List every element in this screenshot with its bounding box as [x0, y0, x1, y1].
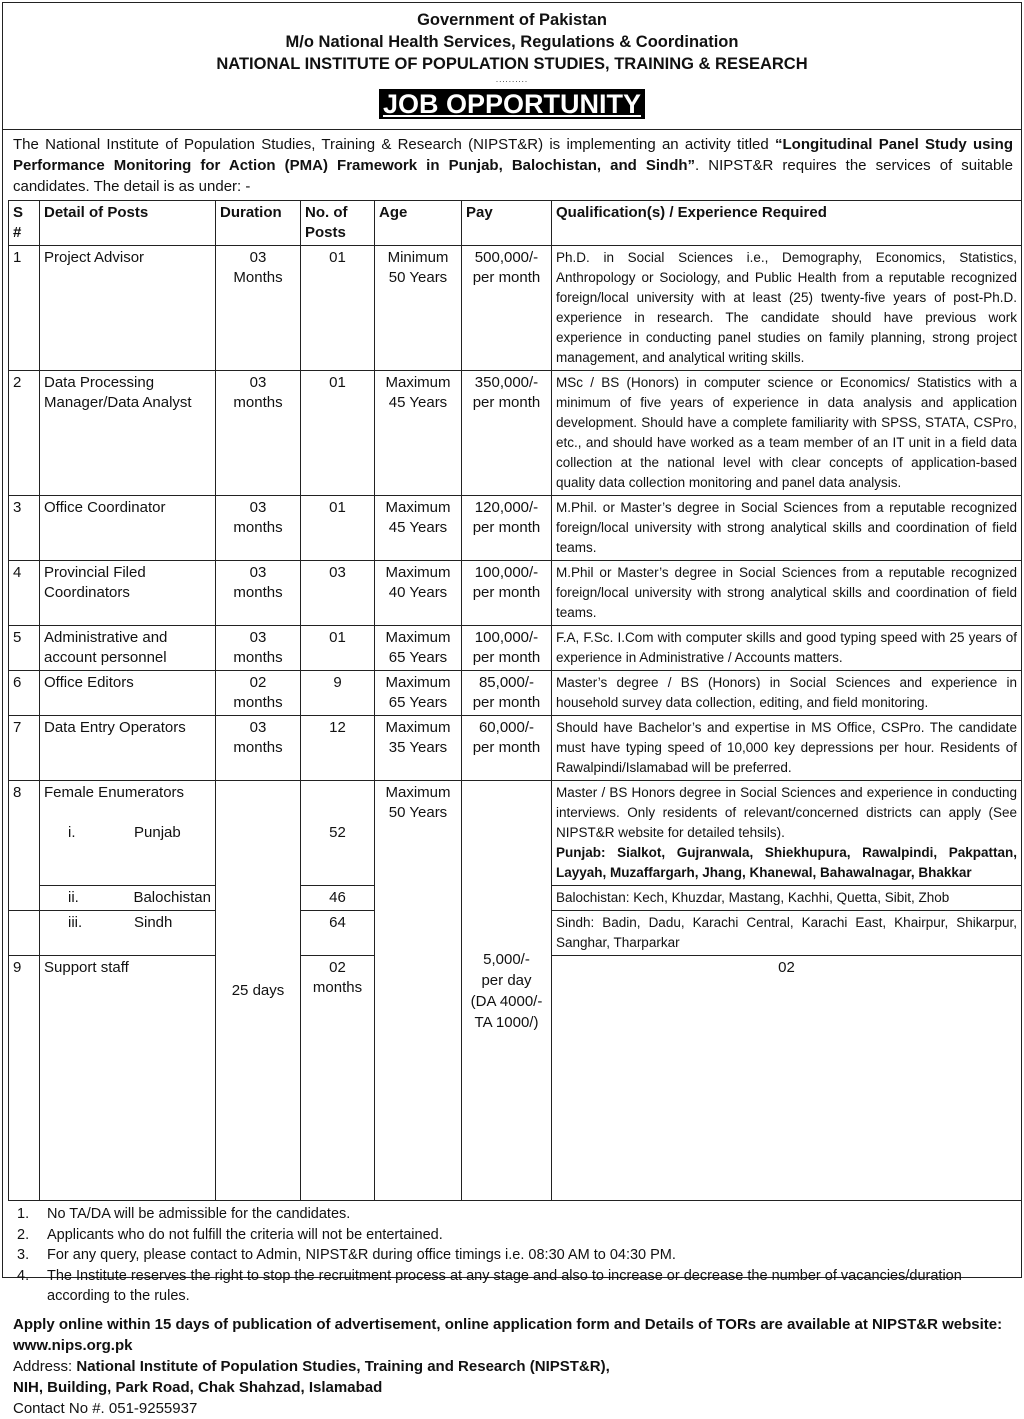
- row-duration: 02 months: [233, 674, 283, 711]
- cell-sno: 4: [9, 561, 40, 626]
- cell-pay: [462, 671, 552, 716]
- cell-posts: 01: [301, 626, 375, 671]
- cell-post: Provincial Filed Coordinators: [40, 561, 216, 626]
- table-row: [9, 716, 1022, 781]
- cell-posts: 03: [301, 561, 375, 626]
- note-num: 1.: [17, 1206, 30, 1222]
- cell-sno: 8: [9, 781, 40, 911]
- cell-post: [40, 886, 216, 911]
- cell-post: Project Advisor: [40, 246, 216, 371]
- cell-sno: 3: [9, 496, 40, 561]
- row-age: Maximum 65 Years: [385, 674, 451, 711]
- cell-posts: 01: [301, 371, 375, 496]
- cell-duration: [216, 626, 301, 671]
- cell-duration: [216, 671, 301, 716]
- header: [3, 3, 1021, 119]
- cell-qualification: F.A, F.Sc. I.Com with computer skills and good typing speed with 25 years of experience in Administrative / Accounts matters.: [552, 626, 1022, 671]
- header-no-of-posts: No. of Posts: [301, 201, 375, 246]
- row-age: Maximum 65 Years: [385, 629, 451, 666]
- cell-pay: [462, 371, 552, 496]
- cell-age: [375, 561, 462, 626]
- posts-table: [8, 200, 1022, 1201]
- cell-qualification: Master’s degree / BS (Honors) in Social Sciences and experience in household survey data collection, editing, and field monitoring.: [552, 671, 1022, 716]
- row-age: Maximum 35 Years: [385, 719, 451, 756]
- cell-post: Office Coordinator: [40, 496, 216, 561]
- apply-instructions: Apply online within 15 days of publication of advertisement, online application form and Details of TORs are available at NIPST&R website: www.nips.org.pk: [13, 1315, 1003, 1354]
- row-pay: 500,000/- per month: [472, 249, 541, 286]
- cell-post: [40, 911, 216, 956]
- contact-number: Contact No #. 051-9255937: [13, 1399, 198, 1417]
- cell-sno: 9: [9, 956, 40, 1201]
- cell-age: [375, 716, 462, 781]
- job-opportunity-title: JOB OPPORTUNITY: [379, 89, 645, 119]
- cell-pay: [462, 781, 552, 1201]
- row-pay: 120,000/- per month: [472, 499, 541, 536]
- cell-sno: 6: [9, 671, 40, 716]
- cell-pay: [462, 561, 552, 626]
- cell-posts: 9: [301, 671, 375, 716]
- cell-sno: 2: [9, 371, 40, 496]
- cell-duration: [216, 496, 301, 561]
- cell-post: Support staff: [40, 956, 216, 1201]
- advertisement-page: [2, 2, 1022, 1417]
- cell-posts: [301, 781, 375, 886]
- cell-qualification: [552, 781, 1022, 886]
- row8-qual-intro: Master / BS Honors degree in Social Sciences and experience in conducting interviews. Only residents of relevant/concerned districts can apply (See NIPST&R website for detailed tehsils).: [556, 785, 1017, 840]
- cell-qualification: M.Phil or Master’s degree in Social Sciences from a reputable recognized foreign/local university with strong analytical skills and coordination of field teams.: [552, 561, 1022, 626]
- address-line2: NIH, Building, Park Road, Chak Shahzad, Islamabad: [13, 1378, 383, 1396]
- table-row: [9, 781, 1022, 886]
- table-row: [9, 626, 1022, 671]
- sub-name: Balochistan: [133, 889, 211, 906]
- footer: [3, 1307, 1021, 1419]
- cell-duration: [216, 716, 301, 781]
- header-government: Government of Pakistan: [417, 11, 607, 29]
- cell-duration: 25 days: [216, 781, 301, 1201]
- row8-post-title: Female Enumerators: [44, 784, 185, 801]
- cell-age: [375, 671, 462, 716]
- cell-post: Data Processing Manager/Data Analyst: [40, 371, 216, 496]
- cell-age: [375, 371, 462, 496]
- row9-duration: 02 months: [312, 959, 363, 996]
- cell-age: [375, 246, 462, 371]
- cell-post: Office Editors: [40, 671, 216, 716]
- sub-name: Punjab: [134, 824, 181, 841]
- note-num: 2.: [17, 1226, 30, 1243]
- row-pay: 100,000/- per month: [472, 629, 541, 666]
- cell-qualification: Should have Bachelor’s and expertise in MS Office, CSPro. The candidate must have typing speed of 10,000 key depressions per hour. Residents of Rawalpindi/Islamabad will be preferred.: [552, 716, 1022, 781]
- cell-pay: [462, 246, 552, 371]
- cell-duration: [216, 561, 301, 626]
- cell-posts: 46: [301, 886, 375, 911]
- cell-post: Data Entry Operators: [40, 716, 216, 781]
- row-duration: 03 Months: [233, 249, 283, 286]
- cell-duration: [301, 956, 375, 1201]
- sub-num: iii.: [68, 914, 83, 931]
- cell-pay: [462, 716, 552, 781]
- cell-posts: 01: [301, 496, 375, 561]
- note-text: Applicants who do not fulfill the criteria will not be entertained.: [47, 1226, 443, 1243]
- cell-sno: 5: [9, 626, 40, 671]
- cell-duration: [216, 246, 301, 371]
- notes-list: [3, 1201, 1021, 1307]
- row-duration: 03 months: [233, 629, 283, 666]
- header-pay: Pay: [462, 201, 552, 246]
- table-body: [9, 246, 1022, 1201]
- row-age: Minimum 50 Years: [387, 249, 449, 286]
- note-num: 4.: [17, 1267, 30, 1284]
- cell-sno-empty: [9, 911, 40, 956]
- table-row: [9, 561, 1022, 626]
- row-pay: 85,000/- per month: [472, 674, 541, 711]
- address-line1: National Institute of Population Studies, Training and Research (NIPST&R),: [76, 1357, 610, 1375]
- cell-qualification: Balochistan: Kech, Khuzdar, Mastang, Kachhi, Quetta, Sibit, Zhob: [552, 886, 1022, 911]
- row8-pay: 5,000/- per day (DA 4000/- TA 1000/): [470, 950, 543, 1031]
- cell-age: [375, 626, 462, 671]
- row-age: Maximum 45 Years: [385, 499, 451, 536]
- sub-name: Sindh: [134, 914, 173, 931]
- note-item: [17, 1225, 1013, 1246]
- sub-posts: 52: [329, 824, 346, 841]
- table-row: [9, 671, 1022, 716]
- address-label: Address:: [13, 1357, 77, 1375]
- row-duration: 03 months: [233, 719, 283, 756]
- cell-pay: [462, 626, 552, 671]
- table-row: [9, 371, 1022, 496]
- note-item: [17, 1204, 1013, 1225]
- header-age: Age: [375, 201, 462, 246]
- sub-row-label: [44, 823, 211, 843]
- intro-activity-title: “Longitudinal Panel Study using Performance Monitoring for Action (PMA) Framework in Punjab, Balochistan, and Sindh”: [13, 136, 1013, 174]
- intro-paragraph: [3, 130, 1021, 197]
- row-pay: 100,000/- per month: [472, 564, 541, 601]
- row-pay: 350,000/- per month: [472, 374, 541, 411]
- table-row: [9, 246, 1022, 371]
- row-duration: 03 months: [233, 374, 283, 411]
- cell-sno: 7: [9, 716, 40, 781]
- cell-age: [375, 496, 462, 561]
- note-num: 3.: [17, 1247, 30, 1263]
- address: [13, 1356, 1011, 1377]
- row-duration: 03 months: [233, 564, 283, 601]
- cell-posts: 64: [301, 911, 375, 956]
- cell-qualification: M.Phil. or Master’s degree in Social Sciences from a reputable recognized foreign/local university with strong analytical skills and coordination of field teams.: [552, 496, 1022, 561]
- row-age: Maximum 40 Years: [385, 564, 451, 601]
- note-text: For any query, please contact to Admin, NIPST&R during office timings i.e. 08:30 AM to 04:30 PM.: [47, 1247, 676, 1263]
- header-ministry: M/o National Health Services, Regulations & Coordination: [285, 33, 739, 51]
- header-institute: NATIONAL INSTITUTE OF POPULATION STUDIES, TRAINING & RESEARCH: [216, 55, 808, 73]
- intro-post: . NIPST&R requires the services of suitable candidates. The detail is as under: -: [13, 157, 1014, 195]
- sub-num: i.: [68, 824, 76, 841]
- row8-qual-punjab: Punjab: Sialkot, Gujranwala, Shiekhupura, Rawalpindi, Pakpattan, Layyah, Muzaffargarh, Jhang, Khanewal, Bahawalnagar, Bhakkar: [556, 845, 1017, 880]
- note-text: No TA/DA will be admissible for the candidates.: [47, 1206, 351, 1222]
- note-item: [17, 1266, 1013, 1307]
- cell-sno: 1: [9, 246, 40, 371]
- table-row: [9, 496, 1022, 561]
- header-post: Detail of Posts: [40, 201, 216, 246]
- note-text: The Institute reserves the right to stop the recruitment process at any stage and also to increase or decrease the number of vacancies/duration according to the rules.: [47, 1267, 962, 1304]
- cell-pay: [462, 496, 552, 561]
- row-age: Maximum 45 Years: [385, 374, 451, 411]
- table-header-row: [9, 201, 1022, 246]
- intro-pre: The National Institute of Population Studies, Training & Research (NIPST&R) is implementing an activity titled: [13, 136, 775, 153]
- cell-qualification: MSc / BS (Honors) in computer science or Economics/ Statistics with a minimum of five years of experience in data analysis and application development. Should have a complete familiarity with SPSS, STATA, CSPro, etc., and should have worked as a team member of an IT unit in a field data collection at the national level with clear concepts of application-based quality data collection monitoring and panel data analysis.: [552, 371, 1022, 496]
- cell-post: [40, 781, 216, 886]
- header-qualification: Qualification(s) / Experience Required: [552, 201, 1022, 246]
- cell-posts: 01: [301, 246, 375, 371]
- row-pay: 60,000/- per month: [472, 719, 541, 756]
- header-duration: Duration: [216, 201, 301, 246]
- cell-qualification: Ph.D. in Social Sciences i.e., Demography, Economics, Statistics, Anthropology or Sociology, and Public Health from a reputable recognized foreign/local university with at least (25) twenty-five years of post-Ph.D. experience in research. The candidate should have previous work experience in conducting panel studies on family planning, strong project management, and analytical writing skills.: [552, 246, 1022, 371]
- cell-qualification: Sindh: Badin, Dadu, Karachi Central, Karachi East, Khairpur, Shikarpur, Sanghar, Tharparkar: [552, 911, 1022, 956]
- header-dots: ..........: [495, 75, 529, 84]
- header-sno: S #: [9, 201, 40, 246]
- cell-posts: 12: [301, 716, 375, 781]
- cell-duration: [216, 371, 301, 496]
- cell-posts: 02: [552, 956, 1022, 1201]
- row-duration: 03 months: [233, 499, 283, 536]
- sub-num: ii.: [68, 889, 79, 906]
- cell-post: Administrative and account personnel: [40, 626, 216, 671]
- note-item: [17, 1245, 1013, 1266]
- cell-age: Maximum 50 Years: [375, 781, 462, 1201]
